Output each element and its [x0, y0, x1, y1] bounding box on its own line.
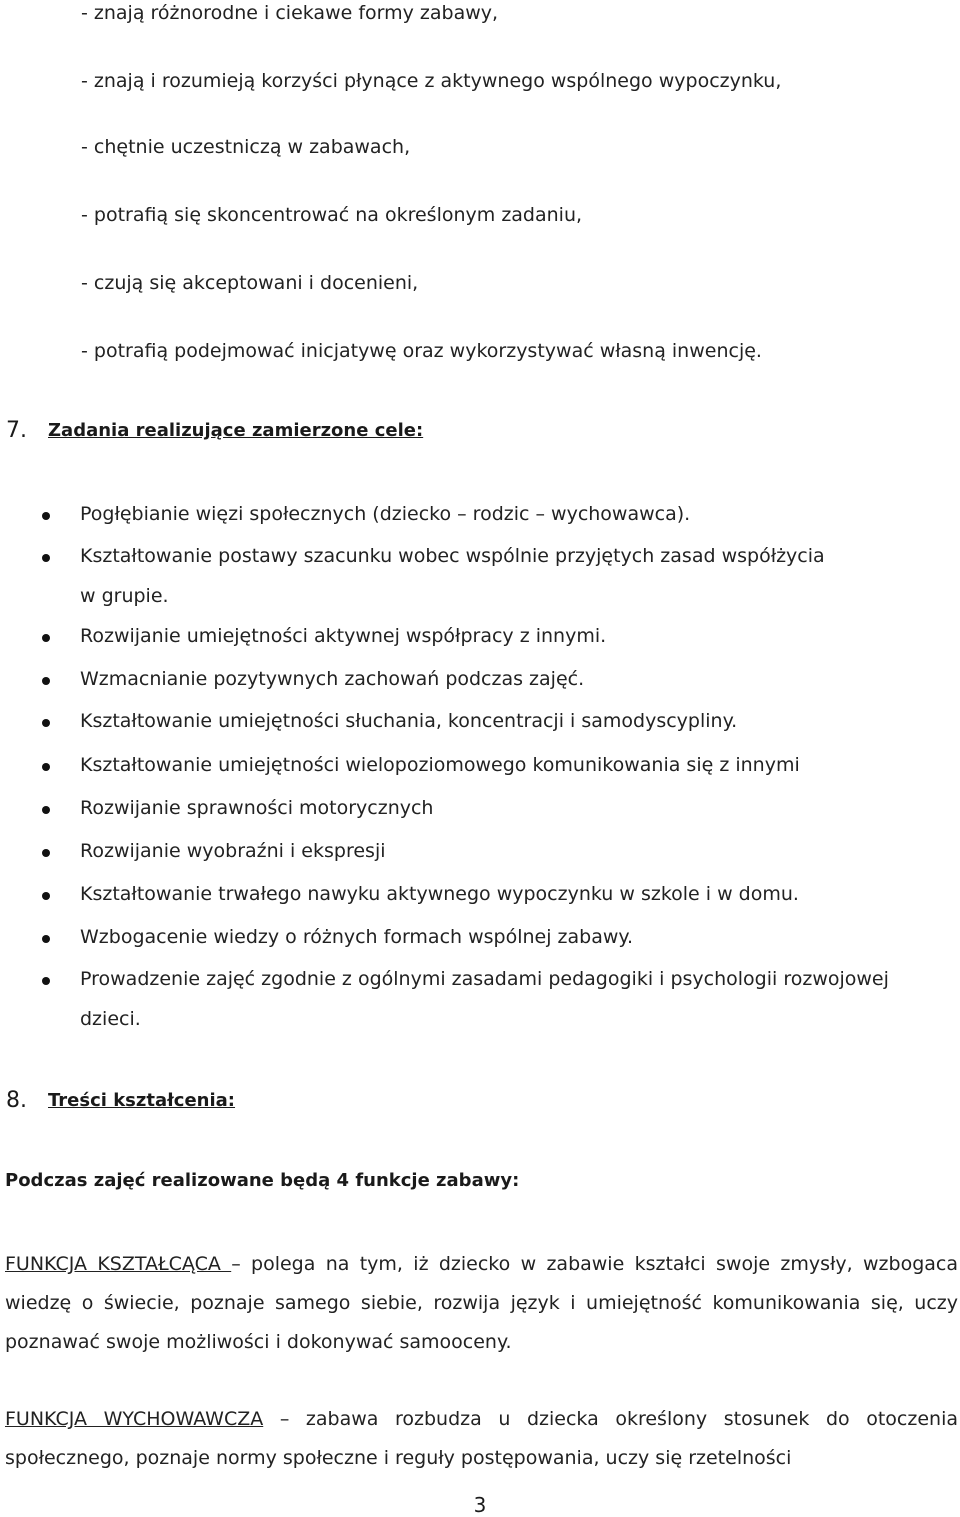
section-lead: Podczas zajęć realizowane będą 4 funkcje zabawy: [5, 1170, 520, 1191]
paragraph-text: – zabawa rozbudza u dziecka określony stosunek do otoczenia społecznego, poznaje normy społeczne i reguły postępowania, uczy się rzetelności [5, 1408, 958, 1469]
bullet-icon [42, 977, 50, 985]
list-item: Rozwijanie sprawności motorycznych [80, 797, 434, 819]
list-item-continuation: dzieci. [80, 1008, 141, 1030]
list-item: - znają różnorodne i ciekawe formy zabawy, [81, 2, 499, 24]
list-item: Rozwijanie umiejętności aktywnej współpracy z innymi. [80, 625, 607, 647]
bullet-icon [42, 935, 50, 943]
list-item: - znają i rozumieją korzyści płynące z aktywnego wspólnego wypoczynku, [81, 70, 782, 92]
section-7-heading [6, 418, 423, 443]
section-8-heading [6, 1088, 235, 1113]
bullet-icon [42, 806, 50, 814]
list-item: Rozwijanie wyobraźni i ekspresji [80, 840, 386, 862]
bullet-icon [42, 634, 50, 642]
list-item: - potrafią się skoncentrować na określonym zadaniu, [81, 204, 583, 226]
bullet-icon [42, 719, 50, 727]
list-item: Prowadzenie zajęć zgodnie z ogólnymi zasadami pedagogiki i psychologii rozwojowej [80, 968, 889, 990]
bullet-icon [42, 554, 50, 562]
bullet-icon [42, 849, 50, 857]
bullet-icon [42, 892, 50, 900]
section-title: Zadania realizujące zamierzone cele: [48, 420, 424, 441]
paragraph-text: – polega na tym, iż dziecko w zabawie kształci swoje zmysły, wzbogaca wiedzę o świecie, poznaje samego siebie, rozwija język i umiejętność komunikowania się, uczy poznawać swoje możliwości i dokonywać samooceny. [5, 1253, 958, 1353]
list-item: Wzbogacenie wiedzy o różnych formach wspólnej zabawy. [80, 926, 633, 948]
bullet-icon [42, 677, 50, 685]
list-item-continuation: w grupie. [80, 585, 169, 607]
list-item: Pogłębianie więzi społecznych (dziecko – rodzic – wychowawca). [80, 503, 691, 525]
term: FUNKCJA WYCHOWAWCZA [5, 1408, 264, 1430]
list-item: Kształtowanie trwałego nawyku aktywnego wypoczynku w szkole i w domu. [80, 883, 799, 905]
list-item: Kształtowanie postawy szacunku wobec wspólnie przyjętych zasad współżycia [80, 545, 825, 567]
section-number: 8. [6, 1088, 27, 1113]
bullet-icon [42, 763, 50, 771]
list-item: Kształtowanie umiejętności wielopoziomowego komunikowania się z innymi [80, 754, 800, 776]
section-title: Treści kształcenia: [48, 1090, 236, 1111]
list-item: - chętnie uczestniczą w zabawach, [81, 136, 411, 158]
list-item: - czują się akceptowani i docenieni, [81, 272, 419, 294]
list-item: - potrafią podejmować inicjatywę oraz wykorzystywać własną inwencję. [81, 340, 762, 362]
paragraph-funkcja-ksztalcaca [5, 1245, 958, 1362]
section-number: 7. [6, 418, 27, 443]
list-item: Kształtowanie umiejętności słuchania, koncentracji i samodyscypliny. [80, 710, 738, 732]
list-item: Wzmacnianie pozytywnych zachowań podczas zajęć. [80, 668, 585, 690]
paragraph-funkcja-wychowawcza [5, 1400, 958, 1478]
term: FUNKCJA KSZTAŁCĄCA [5, 1253, 232, 1275]
page-number: 3 [473, 1493, 487, 1517]
bullet-icon [42, 512, 50, 520]
